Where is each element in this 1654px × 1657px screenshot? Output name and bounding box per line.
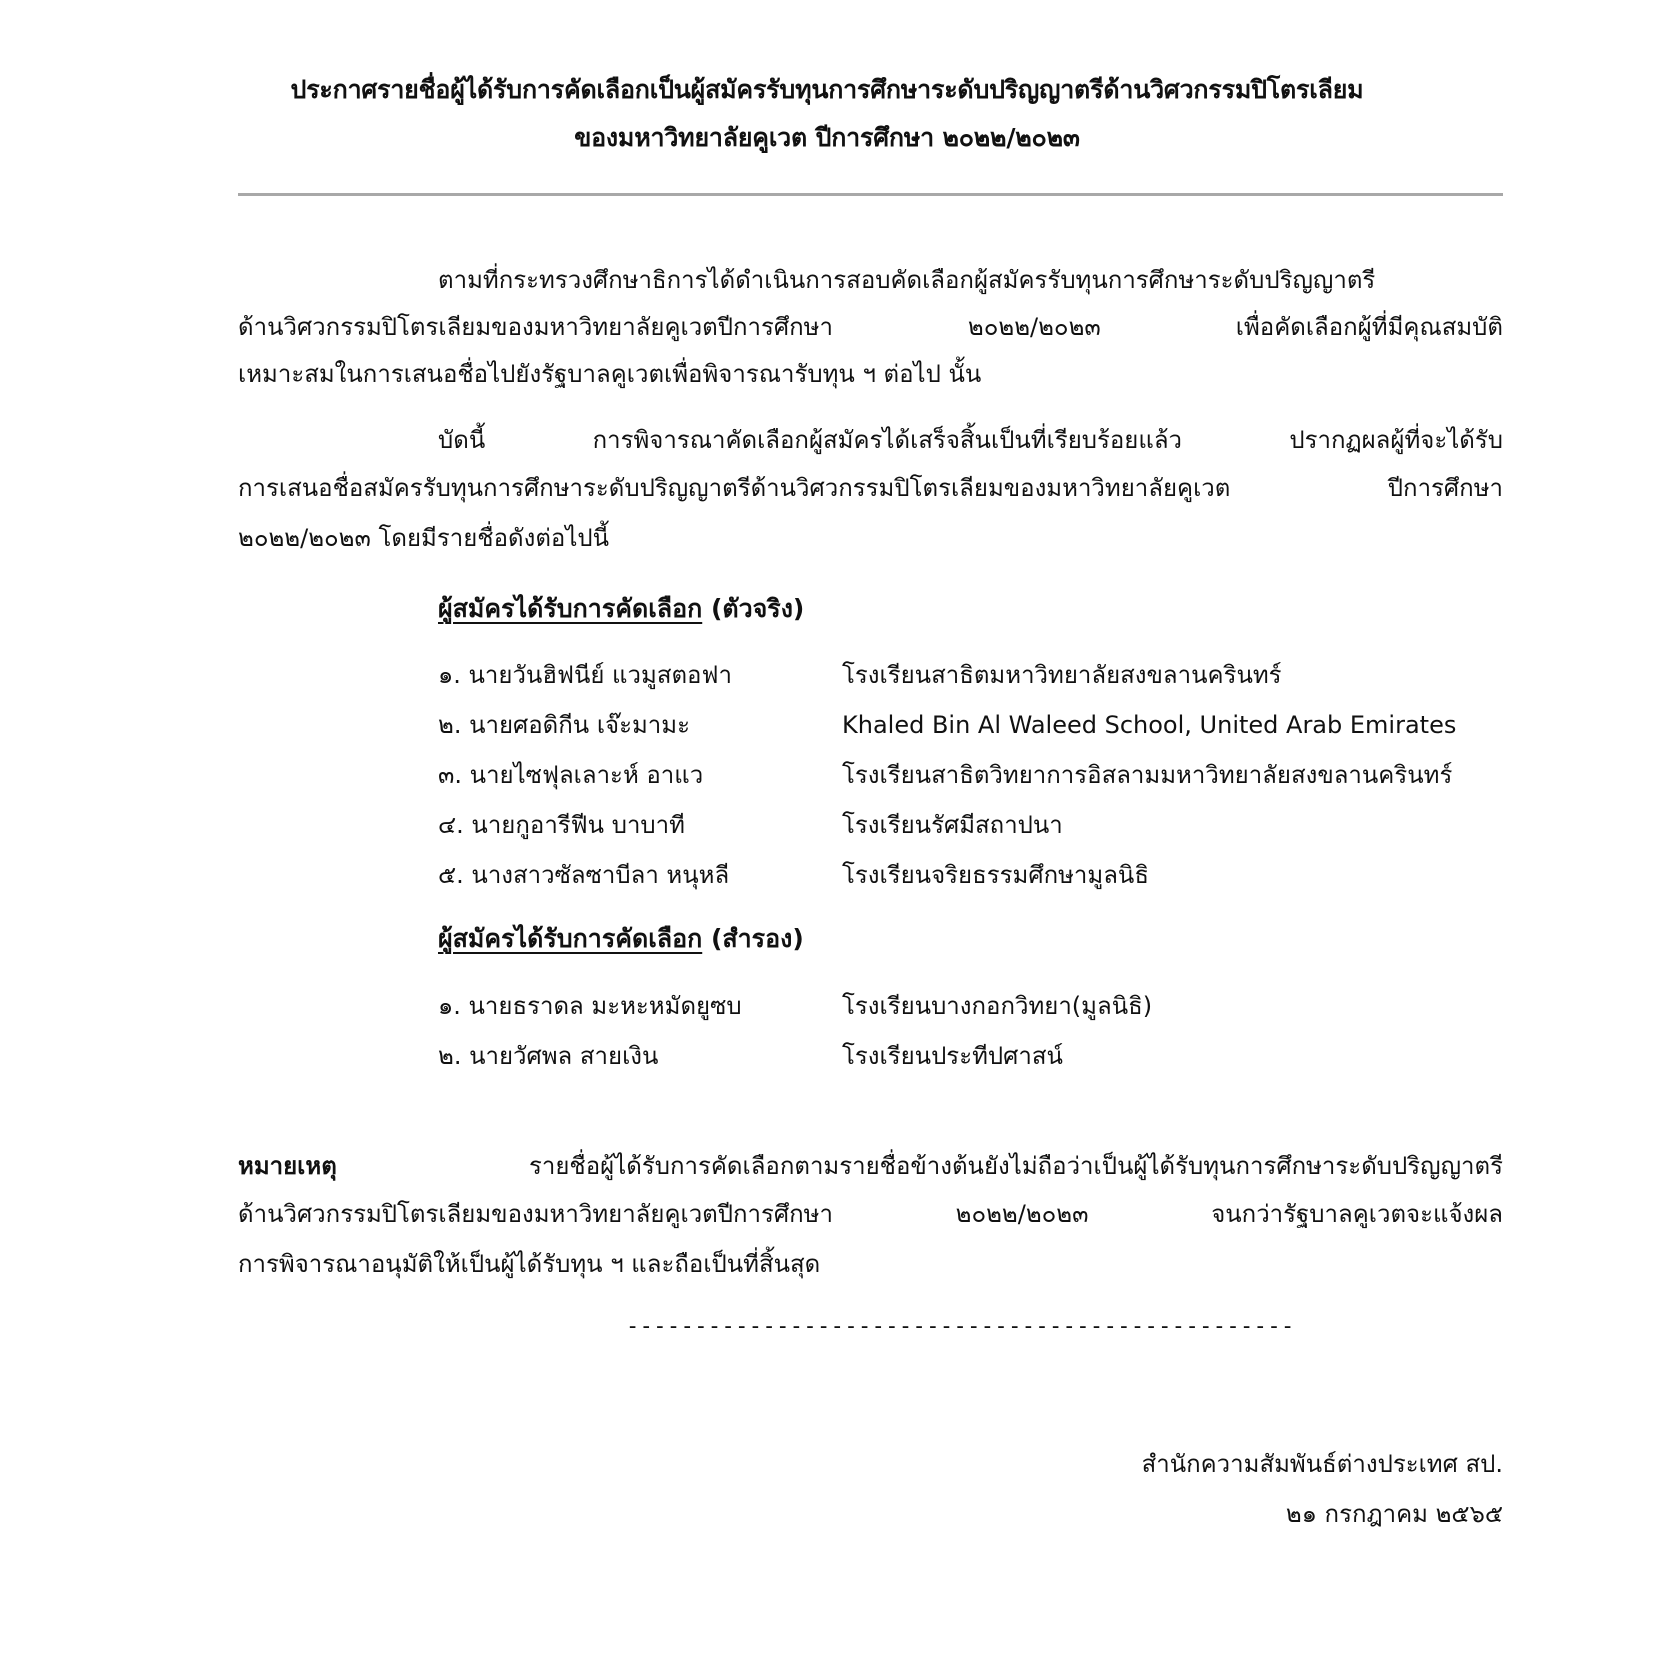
primary-candidate-row: [438, 856, 1508, 894]
reserve-heading-text: ผู้สมัครได้รับการคัดเลือก: [438, 924, 703, 953]
candidate-name: ๔. นายกูอารีฟีน บาบาที: [438, 811, 685, 839]
dashed-separator: -------------------------------------------------: [626, 1314, 1295, 1339]
candidate-name: ๑. นายธราดล มะหะหมัดยูซบ: [438, 992, 742, 1020]
paragraph-2-line-2: การเสนอชื่อสมัครรับทุนการศึกษาระดับปริญญาตรีด้านวิศวกรรมปิโตรเลียมของมหาวิทยาลัยคูเวต ปีการศึกษา: [238, 474, 1503, 502]
candidate-name: ๒. นายศอดิกีน เจ๊ะมามะ: [438, 711, 690, 739]
candidate-name: ๓. นายไซฟุลเลาะห์ อาแว: [438, 761, 704, 789]
title-divider: [238, 193, 1503, 196]
note-line-3: การพิจารณาอนุมัติให้เป็นผู้ได้รับทุน ฯ และถือเป็นที่สิ้นสุด: [238, 1250, 821, 1278]
candidate-name: ๒. นายวัศพล สายเงิน: [438, 1042, 659, 1070]
candidate-school: โรงเรียนรัศมีสถาปนา: [842, 811, 1063, 839]
candidate-name: ๕. นางสาวซัลซาบีลา หนุหลี: [438, 861, 730, 889]
primary-heading-text: ผู้สมัครได้รับการคัดเลือก: [438, 594, 703, 623]
reserve-list-heading: [438, 920, 804, 958]
candidate-school: โรงเรียนจริยธรรมศึกษามูลนิธิ: [842, 861, 1149, 889]
note-text-line-1: รายชื่อผู้ได้รับการคัดเลือกตามรายชื่อข้างต้นยังไม่ถือว่าเป็นผู้ได้รับทุนการศึกษาระดับปริญญาตรี: [528, 1152, 1503, 1180]
candidate-school: โรงเรียนประทีปศาสน์: [842, 1042, 1063, 1070]
candidate-school: Khaled Bin Al Waleed School, United Arab Emirates: [842, 711, 1457, 739]
paragraph-1-line-3: เหมาะสมในการเสนอชื่อไปยังรัฐบาลคูเวตเพื่อพิจารณารับทุน ฯ ต่อไป นั้น: [238, 360, 982, 388]
primary-candidate-row: [438, 806, 1508, 844]
reserve-candidate-row: [438, 987, 1508, 1025]
reserve-candidate-row: [438, 1037, 1508, 1075]
primary-heading-tag: (ตัวจริง): [710, 594, 805, 623]
primary-candidate-row: [438, 756, 1508, 794]
reserve-heading-tag: (สำรอง): [710, 924, 804, 953]
note-line-2: ด้านวิศวกรรมปิโตรเลียมของมหาวิทยาลัยคูเวตปีการศึกษา ๒๐๒๒/๒๐๒๓ จนกว่ารัฐบาลคูเวตจะแจ้งผล: [238, 1200, 1503, 1228]
primary-candidate-row: [438, 656, 1508, 694]
issue-date: ๒๑ กรกฎาคม ๒๕๖๕: [1285, 1500, 1503, 1528]
paragraph-2-line-3: ๒๐๒๒/๒๐๒๓ โดยมีรายชื่อดังต่อไปนี้: [238, 524, 610, 552]
primary-list-heading: [438, 590, 804, 628]
candidate-name: ๑. นายวันฮิฟนีย์ แวมูสตอฟา: [438, 661, 732, 689]
note-label: หมายเหตุ: [238, 1152, 337, 1180]
document-title-line-2: ของมหาวิทยาลัยคูเวต ปีการศึกษา ๒๐๒๒/๒๐๒๓: [574, 123, 1080, 152]
candidate-school: โรงเรียนบางกอกวิทยา(มูลนิธิ): [842, 992, 1153, 1020]
candidate-school: โรงเรียนสาธิตมหาวิทยาลัยสงขลานครินทร์: [842, 661, 1282, 689]
issuing-office: สำนักความสัมพันธ์ต่างประเทศ สป.: [1141, 1450, 1503, 1478]
note-line-1: [238, 1148, 1503, 1184]
candidate-school: โรงเรียนสาธิตวิทยาการอิสลามมหาวิทยาลัยสงขลานครินทร์: [842, 761, 1453, 789]
paragraph-2-line-1: บัดนี้ การพิจารณาคัดเลือกผู้สมัครได้เสร็จสิ้นเป็นที่เรียบร้อยแล้ว ปรากฏผลผู้ที่จะได้รับ: [438, 426, 1503, 454]
paragraph-1-line-1: ตามที่กระทรวงศึกษาธิการได้ดำเนินการสอบคัดเลือกผู้สมัครรับทุนการศึกษาระดับปริญญาตรี: [438, 266, 1376, 294]
primary-candidate-row: [438, 706, 1508, 744]
paragraph-1-line-2: ด้านวิศวกรรมปิโตรเลียมของมหาวิทยาลัยคูเวตปีการศึกษา ๒๐๒๒/๒๐๒๓ เพื่อคัดเลือกผู้ที่มีคุณสมบัติ: [238, 313, 1503, 341]
document-title-line-1: ประกาศรายชื่อผู้ได้รับการคัดเลือกเป็นผู้สมัครรับทุนการศึกษาระดับปริญญาตรีด้านวิศวกรรมปิโตรเลียม: [290, 75, 1364, 104]
